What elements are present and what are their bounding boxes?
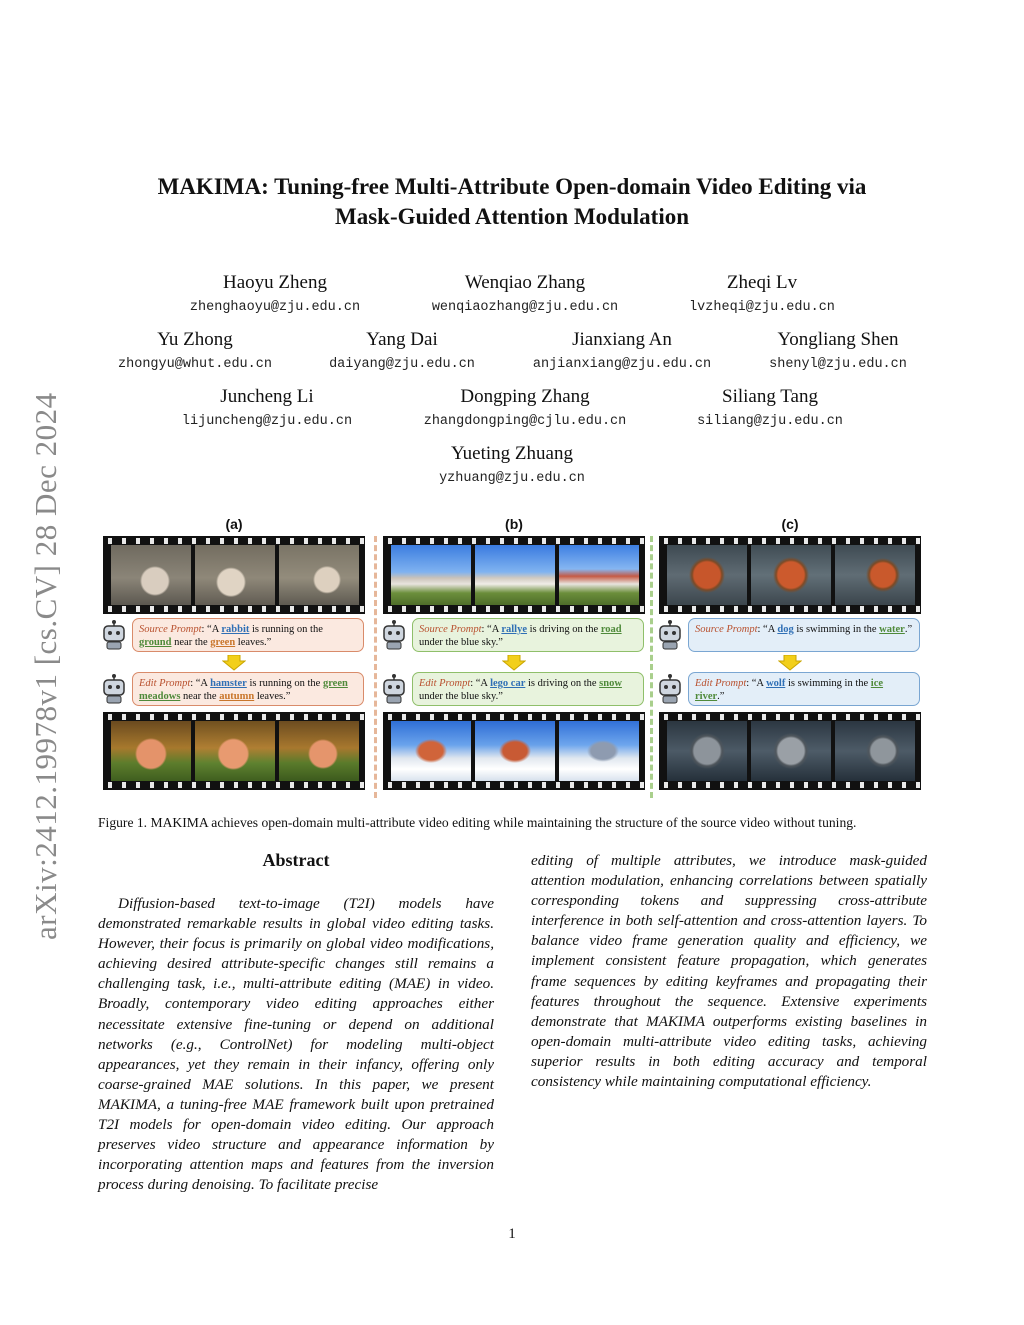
author-name: Yu Zhong — [157, 329, 233, 350]
robot-icon — [380, 674, 408, 704]
figure-1 — [98, 514, 926, 796]
prompt-text: leaves.” — [235, 637, 272, 648]
abstract-heading: Abstract — [262, 850, 330, 870]
edited-video-filmstrip — [659, 712, 921, 790]
prompt-text: leaves.” — [254, 691, 291, 702]
source-prompt-box — [688, 618, 920, 652]
author-name: Wenqiao Zhang — [464, 272, 586, 293]
panel-label: (a) — [225, 516, 243, 532]
prompt-keyword: road — [600, 624, 622, 635]
panel-divider — [650, 536, 653, 798]
abstract-right-column: editing of multiple attributes, we introduce mask-guided attention modulation, enhancing correlations between spatially corresponding tokens and suppressing cross-attribute interference in both self-attention and cross-attention layers. To balance video frame generation quality and efficiency, we implement consistent feature propagation, which generates frame sequences by editing keyframes and propagating their features throughout the sequence. Extensive experiments demonstrate that MAKIMA outperforms existing baselines in open-domain multi-attribute video editing tasks, achieving superior results in both editing accuracy and temporal consistency while maintaining computational efficiency. — [531, 852, 927, 1091]
arrow-down-icon — [502, 655, 526, 671]
panel-label: (c) — [781, 516, 799, 532]
robot-icon — [656, 674, 684, 704]
prompt-text: near the — [180, 691, 220, 702]
edited-video-filmstrip — [383, 712, 645, 790]
prompt-label: Edit Prompt — [419, 678, 471, 689]
video-frame — [279, 721, 359, 781]
author-email[interactable]: zhongyu@whut.edu.cn — [118, 357, 272, 372]
author-block — [395, 386, 655, 429]
video-frame — [391, 721, 471, 781]
panel-divider — [374, 536, 377, 798]
title-line-1: MAKIMA: Tuning-free Multi-Attribute Open-domain Video Editing via — [157, 174, 867, 199]
arrow-down-icon — [222, 655, 246, 671]
author-block — [632, 272, 892, 315]
author-email[interactable]: zhenghaoyu@zju.edu.cn — [189, 300, 361, 315]
video-frame — [279, 545, 359, 605]
source-prompt-box — [412, 618, 644, 652]
prompt-text: near the — [171, 637, 211, 648]
video-frame — [835, 721, 915, 781]
prompt-label: Edit Prompt — [139, 678, 191, 689]
robot-icon — [656, 620, 684, 650]
robot-icon — [100, 674, 128, 704]
video-frame — [751, 545, 831, 605]
source-video-filmstrip — [103, 536, 365, 614]
prompt-keyword: dog — [777, 624, 794, 635]
prompt-text: is running on the — [246, 678, 323, 689]
prompt-keyword: rallye — [501, 624, 528, 635]
prompt-text: : “A — [201, 624, 222, 635]
video-frame — [195, 545, 275, 605]
prompt-text: .” — [717, 691, 725, 702]
source-prompt-box — [132, 618, 364, 652]
prompt-keyword: lego car — [490, 678, 526, 689]
author-email[interactable]: shenyl@zju.edu.cn — [769, 357, 907, 372]
author-name: Yongliang Shen — [777, 329, 899, 350]
author-email[interactable]: wenqiaozhang@zju.edu.cn — [431, 300, 619, 315]
prompt-text: under the blue sky.” — [419, 637, 503, 648]
video-frame — [751, 721, 831, 781]
prompt-text: : “A — [757, 624, 778, 635]
title-line-2: Mask-Guided Attention Modulation — [335, 204, 689, 229]
edited-video-filmstrip — [103, 712, 365, 790]
video-frame — [667, 721, 747, 781]
author-name: Yang Dai — [366, 329, 438, 350]
author-email[interactable]: lijuncheng@zju.edu.cn — [181, 414, 353, 429]
edit-prompt-box — [412, 672, 644, 706]
prompt-text: is running on the — [249, 624, 323, 635]
video-frame — [559, 545, 639, 605]
prompt-text: : “A — [746, 678, 767, 689]
video-frame — [835, 545, 915, 605]
author-name: Juncheng Li — [220, 386, 314, 407]
video-frame — [667, 545, 747, 605]
prompt-keyword: ice river — [695, 678, 884, 702]
prompt-text: is driving on the — [527, 624, 601, 635]
prompt-label: Source Prompt — [695, 624, 758, 635]
author-name: Haoyu Zheng — [223, 272, 327, 293]
arxiv-watermark: arXiv:2412.19978v1 [cs.CV] 28 Dec 2024 — [28, 392, 63, 940]
prompt-keyword: water — [879, 624, 905, 635]
prompt-text: is swimming in the — [785, 678, 871, 689]
prompt-keyword: wolf — [766, 678, 786, 689]
robot-icon — [100, 620, 128, 650]
author-name: Jianxiang An — [572, 329, 672, 350]
prompt-keyword: rabbit — [221, 624, 250, 635]
video-frame — [195, 721, 275, 781]
prompt-keyword: green meadows — [139, 678, 348, 702]
panel-label: (b) — [505, 516, 523, 532]
prompt-label: Source Prompt — [419, 624, 482, 635]
prompt-text: : “A — [481, 624, 502, 635]
author-email[interactable]: lvzheqi@zju.edu.cn — [689, 300, 835, 315]
source-video-filmstrip — [383, 536, 645, 614]
video-frame — [111, 545, 191, 605]
robot-icon — [380, 620, 408, 650]
page-number: 1 — [508, 1226, 516, 1242]
author-email[interactable]: zhangdongping@cjlu.edu.cn — [423, 414, 627, 429]
prompt-label: Edit Prompt — [695, 678, 747, 689]
author-email[interactable]: yzhuang@zju.edu.cn — [439, 471, 585, 486]
arrow-down-icon — [778, 655, 802, 671]
author-block — [137, 386, 397, 429]
prompt-text: is driving on the — [525, 678, 600, 689]
prompt-keyword: green — [210, 637, 236, 648]
author-block — [708, 329, 968, 372]
edit-prompt-box — [688, 672, 920, 706]
prompt-text: under the blue sky.” — [419, 691, 503, 702]
author-block — [145, 272, 405, 315]
video-frame — [111, 721, 191, 781]
prompt-keyword: snow — [599, 678, 622, 689]
video-frame — [475, 545, 555, 605]
author-email[interactable]: daiyang@zju.edu.cn — [329, 357, 475, 372]
author-block — [382, 443, 642, 486]
edit-prompt-box — [132, 672, 364, 706]
figure-panel-a — [98, 514, 370, 796]
author-block — [640, 386, 900, 429]
author-name: Yueting Zhuang — [451, 443, 573, 464]
video-frame — [391, 545, 471, 605]
author-email[interactable]: anjianxiang@zju.edu.cn — [532, 357, 712, 372]
prompt-keyword: autumn — [219, 691, 255, 702]
figure-panel-b — [378, 514, 650, 796]
figure-panel-c — [654, 514, 926, 796]
prompt-text: .” — [904, 624, 913, 635]
video-frame — [559, 721, 639, 781]
author-name: Dongping Zhang — [460, 386, 590, 407]
abstract-left-column: Diffusion-based text-to-image (T2I) models have demonstrated remarkable results in global video editing tasks. However, their focus is primarily on global video modifications, achieving desired attribute-specific changes still remains a challenging task, i.e., multi-attribute editing (MAE) in video. Broadly, contemporary video editing approaches either necessitate extensive fine-tuning or depend on additional networks (e.g., ControlNet) for modeling multi-object appearances, yet they remain in their infancy, offering only coarse-grained MAE solutions. In this paper, we present MAKIMA, a tuning-free MAE framework built upon pretrained T2I models for open-domain video editing. Our approach preserves video structure and appearance information by incorporating attention maps and features from the inversion process during denoising. To facilitate precise — [98, 895, 494, 1194]
prompt-keyword: ground — [139, 637, 172, 648]
author-name: Siliang Tang — [722, 386, 818, 407]
prompt-text: is swimming in the — [793, 624, 880, 635]
prompt-label: Source Prompt — [139, 624, 202, 635]
author-block — [395, 272, 655, 315]
prompt-text: : “A — [470, 678, 491, 689]
video-frame — [475, 721, 555, 781]
figure-caption: Figure 1. MAKIMA achieves open-domain multi-attribute video editing while maintaining the structure of the source video without tuning. — [98, 815, 857, 830]
prompt-keyword: hamster — [210, 678, 247, 689]
prompt-text: : “A — [190, 678, 211, 689]
source-video-filmstrip — [659, 536, 921, 614]
paper-title — [100, 172, 924, 232]
author-email[interactable]: siliang@zju.edu.cn — [697, 414, 843, 429]
author-name: Zheqi Lv — [726, 272, 798, 293]
